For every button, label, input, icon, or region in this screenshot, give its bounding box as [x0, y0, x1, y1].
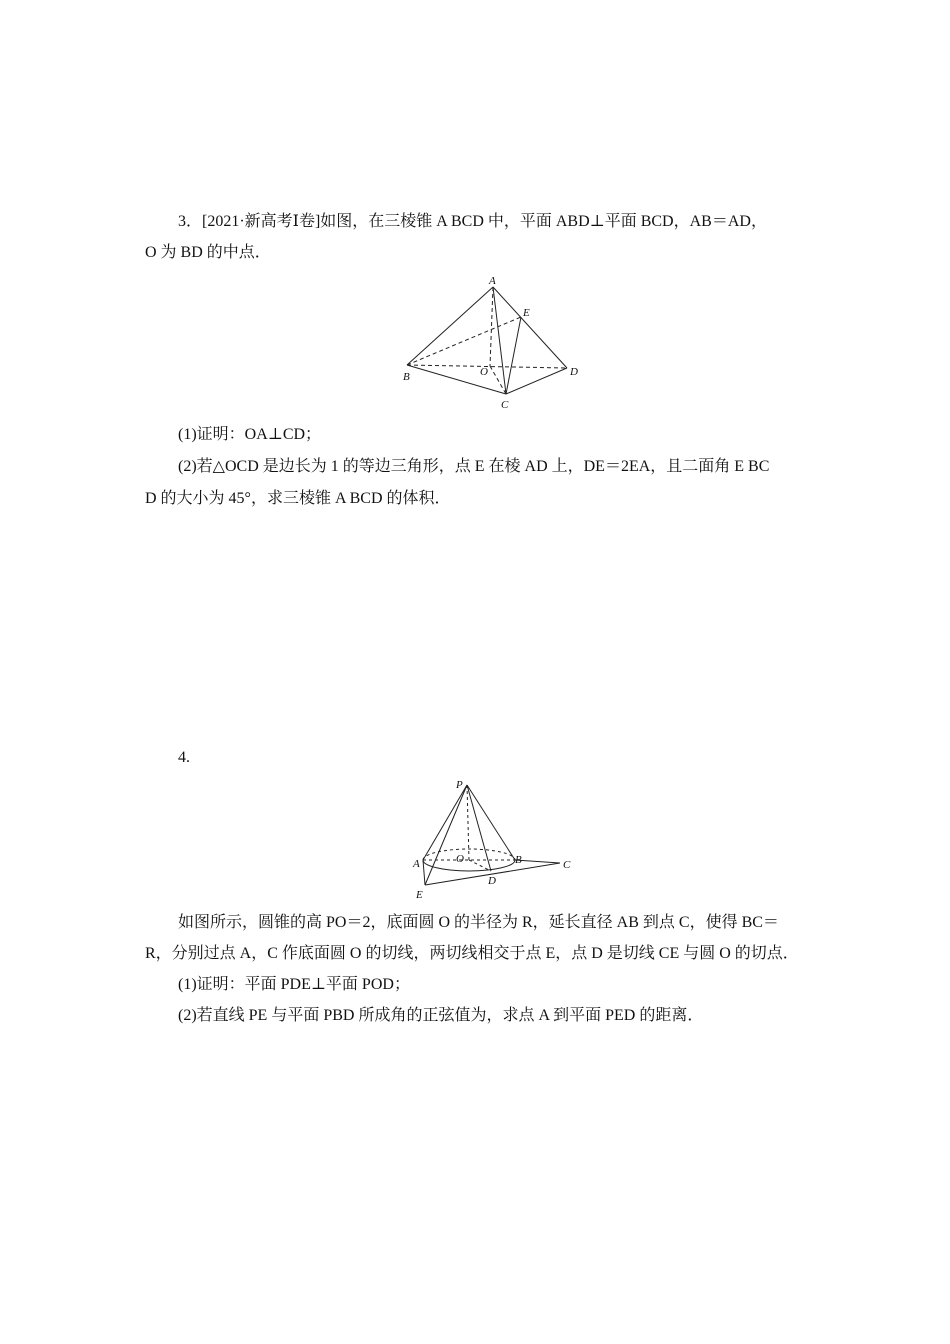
label-C: C [501, 399, 509, 411]
label-C: C [563, 859, 571, 871]
label-E: E [523, 307, 530, 319]
problem3-line1: 3．[2021·新高考Ⅰ卷]如图，在三棱锥 A BCD 中，平面 ABD⊥平面 BCD，AB＝AD， [178, 213, 767, 230]
cone-figure [405, 774, 585, 904]
problem4-line2: R，分别过点 A，C 作底面圆 O 的切线，两切线相交于点 E，点 D 是切线 CE 与圆 O 的切点． [145, 945, 799, 962]
problem4-number: 4. [178, 749, 190, 766]
label-D: D [570, 366, 578, 378]
tetrahedron-figure [395, 272, 595, 412]
problem3-line2: O 为 BD 的中点． [145, 244, 271, 261]
problem3-q1: (1)证明：OA⊥CD； [178, 426, 322, 443]
problem4-q2: (2)若直线 PE 与平面 PBD 所成角的正弦值为，求点 A 到平面 PED 的距离． [178, 1007, 704, 1024]
label-B: B [515, 854, 522, 866]
label-B: B [403, 371, 410, 383]
label-A: A [413, 858, 420, 870]
problem3-q2-line2: D 的大小为 45°，求三棱锥 A BCD 的体积． [145, 490, 451, 507]
problem4-q1: (1)证明：平面 PDE⊥平面 POD； [178, 976, 410, 993]
label-O: O [480, 366, 488, 378]
problem4-line1: 如图所示，圆锥的高 PO＝2，底面圆 O 的半径为 R，延长直径 AB 到点 C，使得 BC＝ [178, 914, 779, 931]
label-P: P [456, 779, 463, 791]
label-O: O [456, 853, 464, 865]
problem3-q2-line1: (2)若△OCD 是边长为 1 的等边三角形，点 E 在棱 AD 上，DE＝2EA，且二面角 E BC [178, 458, 770, 475]
label-D: D [488, 875, 496, 887]
label-E: E [416, 889, 423, 901]
label-A: A [489, 275, 496, 287]
